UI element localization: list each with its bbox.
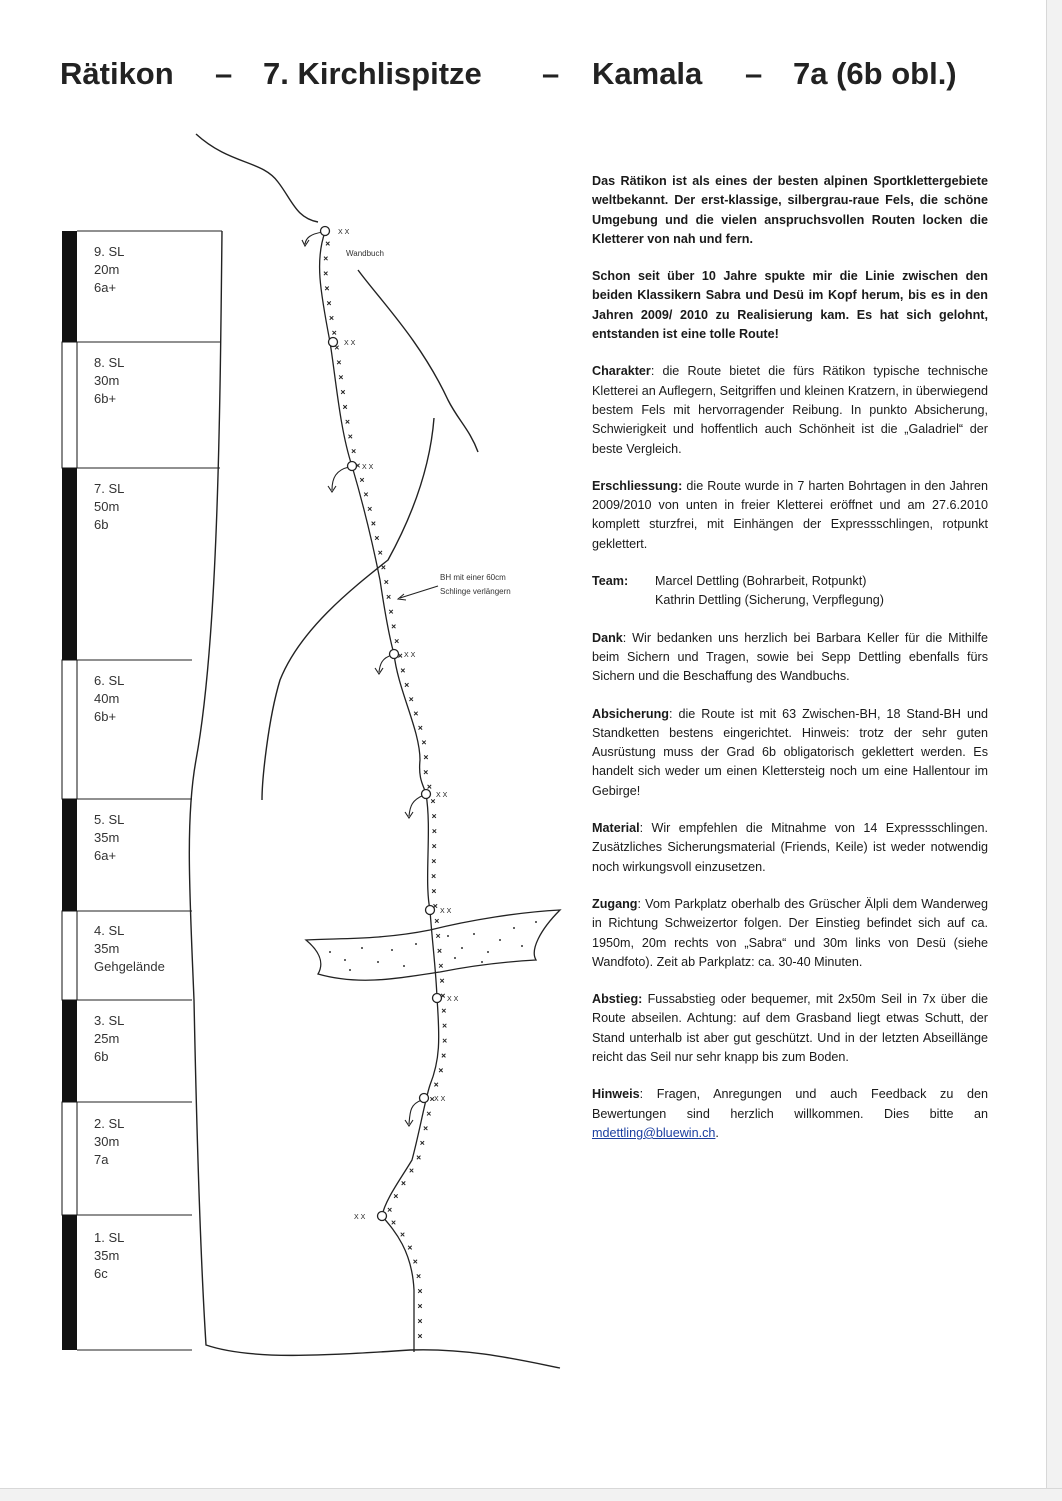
title-dash-2: – [542,56,560,91]
bh-note-line-1: BH mit einer 60cm [440,573,506,582]
pitch-grade: 7a [94,1152,109,1167]
charakter-label: Charakter [592,364,651,379]
pitch-length: 20m [94,262,120,277]
pitch-name: 5. SL [94,812,125,827]
pitch-label-2 [94,1115,124,1169]
scale-bar-4 [62,911,77,1000]
hinweis-label: Hinweis [592,1087,640,1102]
title-route: Kamala [592,56,703,91]
viewer-edge-bottom [0,1488,1062,1501]
anchor-label-9: X X [338,229,350,236]
pitch-label-8 [94,354,124,408]
zugang-label: Zugang [592,896,638,911]
absicherung-section [592,705,988,801]
scale-bar-7 [62,468,77,660]
pitch-label-6 [94,672,124,726]
scale-bar-2 [62,1102,77,1215]
pitch-name: 6. SL [94,673,125,688]
pitch-grade: 6b+ [94,391,117,406]
anchor-label-5: X X [436,792,448,799]
abstieg-section [592,990,988,1067]
pitch-length: 40m [94,691,120,706]
route-line [320,232,439,1352]
dank-section [592,629,988,687]
title-peak: 7. Kirchlispitze [263,56,482,91]
title-grade: 7a (6b obl.) [793,56,957,91]
material-label: Material [592,821,640,836]
pitch-grade: Gehgelände [94,959,165,974]
pitch-label-7 [94,480,124,534]
material-text: : Wir empfehlen die Mitnahme von 14 Expressschlingen. Zusätzliches Sicherungsmaterial (Friends, Keile) ist weder notwendig noch wirkungsvoll einzusetzen. [592,821,988,874]
absicherung-text: : die Route ist mit 63 Zwischen-BH, 18 Stand-BH und Standketten bestens eingerichtet. Hinweis: trotz der sehr guten Ausrüstung muss der Grad 6b obligatorisch geklettert werden. Es handelt sich weder um einen Klettersteig noch um eine Hallentour im Gebirge! [592,706,988,798]
zugang-section [592,895,988,972]
pitch-grade: 6b [94,1049,109,1064]
viewer-edge-right [1046,0,1062,1500]
pitch-length: 30m [94,1134,120,1149]
team-section [592,572,988,611]
dank-label: Dank [592,630,623,645]
pitch-name: 7. SL [94,481,125,496]
title-dash-1: – [215,56,233,91]
abstieg-label: Abstieg: [592,992,643,1007]
pitch-length: 30m [94,373,120,388]
anchor-label-2: X X [434,1096,446,1103]
title-dash-3: – [745,56,763,91]
team-member-2: Kathrin Dettling (Sicherung, Verpflegung) [655,593,884,608]
pitch-label-3 [94,1012,124,1066]
pitch-label-5 [94,811,124,865]
anchor-label-8: X X [344,340,356,347]
rappel-arrows [302,232,424,1126]
anchor-label-7: X X [362,464,374,471]
dank-text: : Wir bedanken uns herzlich bei Barbara Keller für die Mithilfe beim Sichern und Tragen, sowie bei Sepp Dettling ebenfalls fürs Sichern und die Beschaffung des Wandbuchs. [592,630,988,684]
pitch-length: 50m [94,499,120,514]
pitch-name: 2. SL [94,1116,125,1131]
pitch-name: 1. SL [94,1230,125,1245]
team-member-1: Marcel Dettling (Bohrarbeit, Rotpunkt) [655,574,867,589]
intro-paragraph-2: Schon seit über 10 Jahre spukte mir die Linie zwischen den beiden Klassikern Sabra und Desü im Kopf herum, bis es in den Jahren 2009/ 2010 zu Realisierung kam. Es hat sich gelohnt, entstanden ist eine tolle Route! [592,269,988,342]
material-section [592,819,988,877]
pitch-label-1 [94,1229,124,1283]
pitch-length: 25m [94,1031,120,1046]
abstieg-text: Fussabstieg oder bequemer, mit 2x50m Seil in 7x über die Route abseilen. Achtung: auf dem Grasband liegt etwas Schutt, der Stand unterhalb ist aber gut geschützt. Und in der letzten Abseillänge reicht das Seil nur sehr knapp bis zum Boden. [592,992,988,1064]
intro-paragraph-1: Das Rätikon ist als eines der besten alpinen Sportklettergebiete weltbekannt. Der erst-klassige, silbergrau-raue Fels, die schöne Umgebung und die vielen anspruchsvollen Routen locken die Kletterer von nah und fern. [592,174,988,246]
pitch-name: 9. SL [94,244,125,259]
scale-bar-5 [62,799,77,911]
pitch-name: 8. SL [94,355,125,370]
scale-bar-9 [62,231,77,342]
scale-bar-1 [62,1215,77,1350]
scale-bar-8 [62,342,77,468]
wandbuch-label: Wandbuch [346,249,384,258]
pitch-label-9 [94,243,124,297]
pitch-grade: 6a+ [94,848,117,863]
absicherung-label: Absicherung [592,706,669,721]
hinweis-section [592,1085,988,1143]
pitch-name: 3. SL [94,1013,125,1028]
bh-note-line-2: Schlinge verlängern [440,587,511,596]
title-area: Rätikon [60,56,174,91]
team-label: Team: [592,574,629,589]
pitch-length: 35m [94,1248,120,1263]
erschliessung-label: Erschliessung: [592,478,683,493]
pitch-length: 35m [94,941,120,956]
anchor-label-6: X X [404,652,416,659]
scale-bar-6 [62,660,77,799]
pitch-length: 35m [94,830,120,845]
zugang-text: : Vom Parkplatz oberhalb des Grüscher Älpli dem Wanderweg in Richtung Schweizertor folgen. Der Einstieg befindet sich auf ca. 1950m, 20m rechts von „Sabra“ und 30m links von Desü (siehe Wandfoto). Zeit ab Parkplatz: ca. 30-40 Minuten. [592,896,988,969]
email-link[interactable]: mdettling@bluewin.ch [592,1125,716,1140]
pitch-grade: 6b [94,517,109,532]
rock-outlines [189,134,560,1368]
anchor-label-4: X X [440,908,452,915]
pitch-grade: 6b+ [94,709,117,724]
charakter-text: : die Route bietet die fürs Rätikon typische technische Kletterei an Auflegern, Seitgriffen und kleinen Kratzern, in überwiegend bestem Fels mit hervorragender Reibung. In punkto Absicherung, Schwierigkeit und hoffentlich auch Schönheit ist die „Galadriel“ der beste Vergleich. [592,364,988,456]
pitch-name: 4. SL [94,923,125,938]
anchor-labels [338,229,459,1221]
pitch-grade: 6c [94,1266,108,1281]
anchor-label-3: X X [447,996,459,1003]
erschliessung-section [592,477,988,554]
erschliessung-text: die Route wurde in 7 harten Bohrtagen in den Jahren 2009/2010 von unten in freier Kletterei eröffnet und am 27.6.2010 komplett sturzfrei, mit Einhängen der Expressschlingen, rotpunkt geklettert. [592,478,988,551]
pitch-grade: 6a+ [94,280,117,295]
belay-stations [321,227,442,1221]
anchor-label-1: X X [354,1214,366,1221]
hinweis-end: . [715,1125,719,1140]
charakter-section [592,362,988,458]
route-description [592,172,988,1161]
hinweis-text: : Fragen, Anregungen und auch Feedback zu den Bewertungen sind herzlich willkommen. Dies bitte an [592,1087,988,1121]
pitch-label-4 [94,922,165,976]
scale-bar-3 [62,1000,77,1102]
